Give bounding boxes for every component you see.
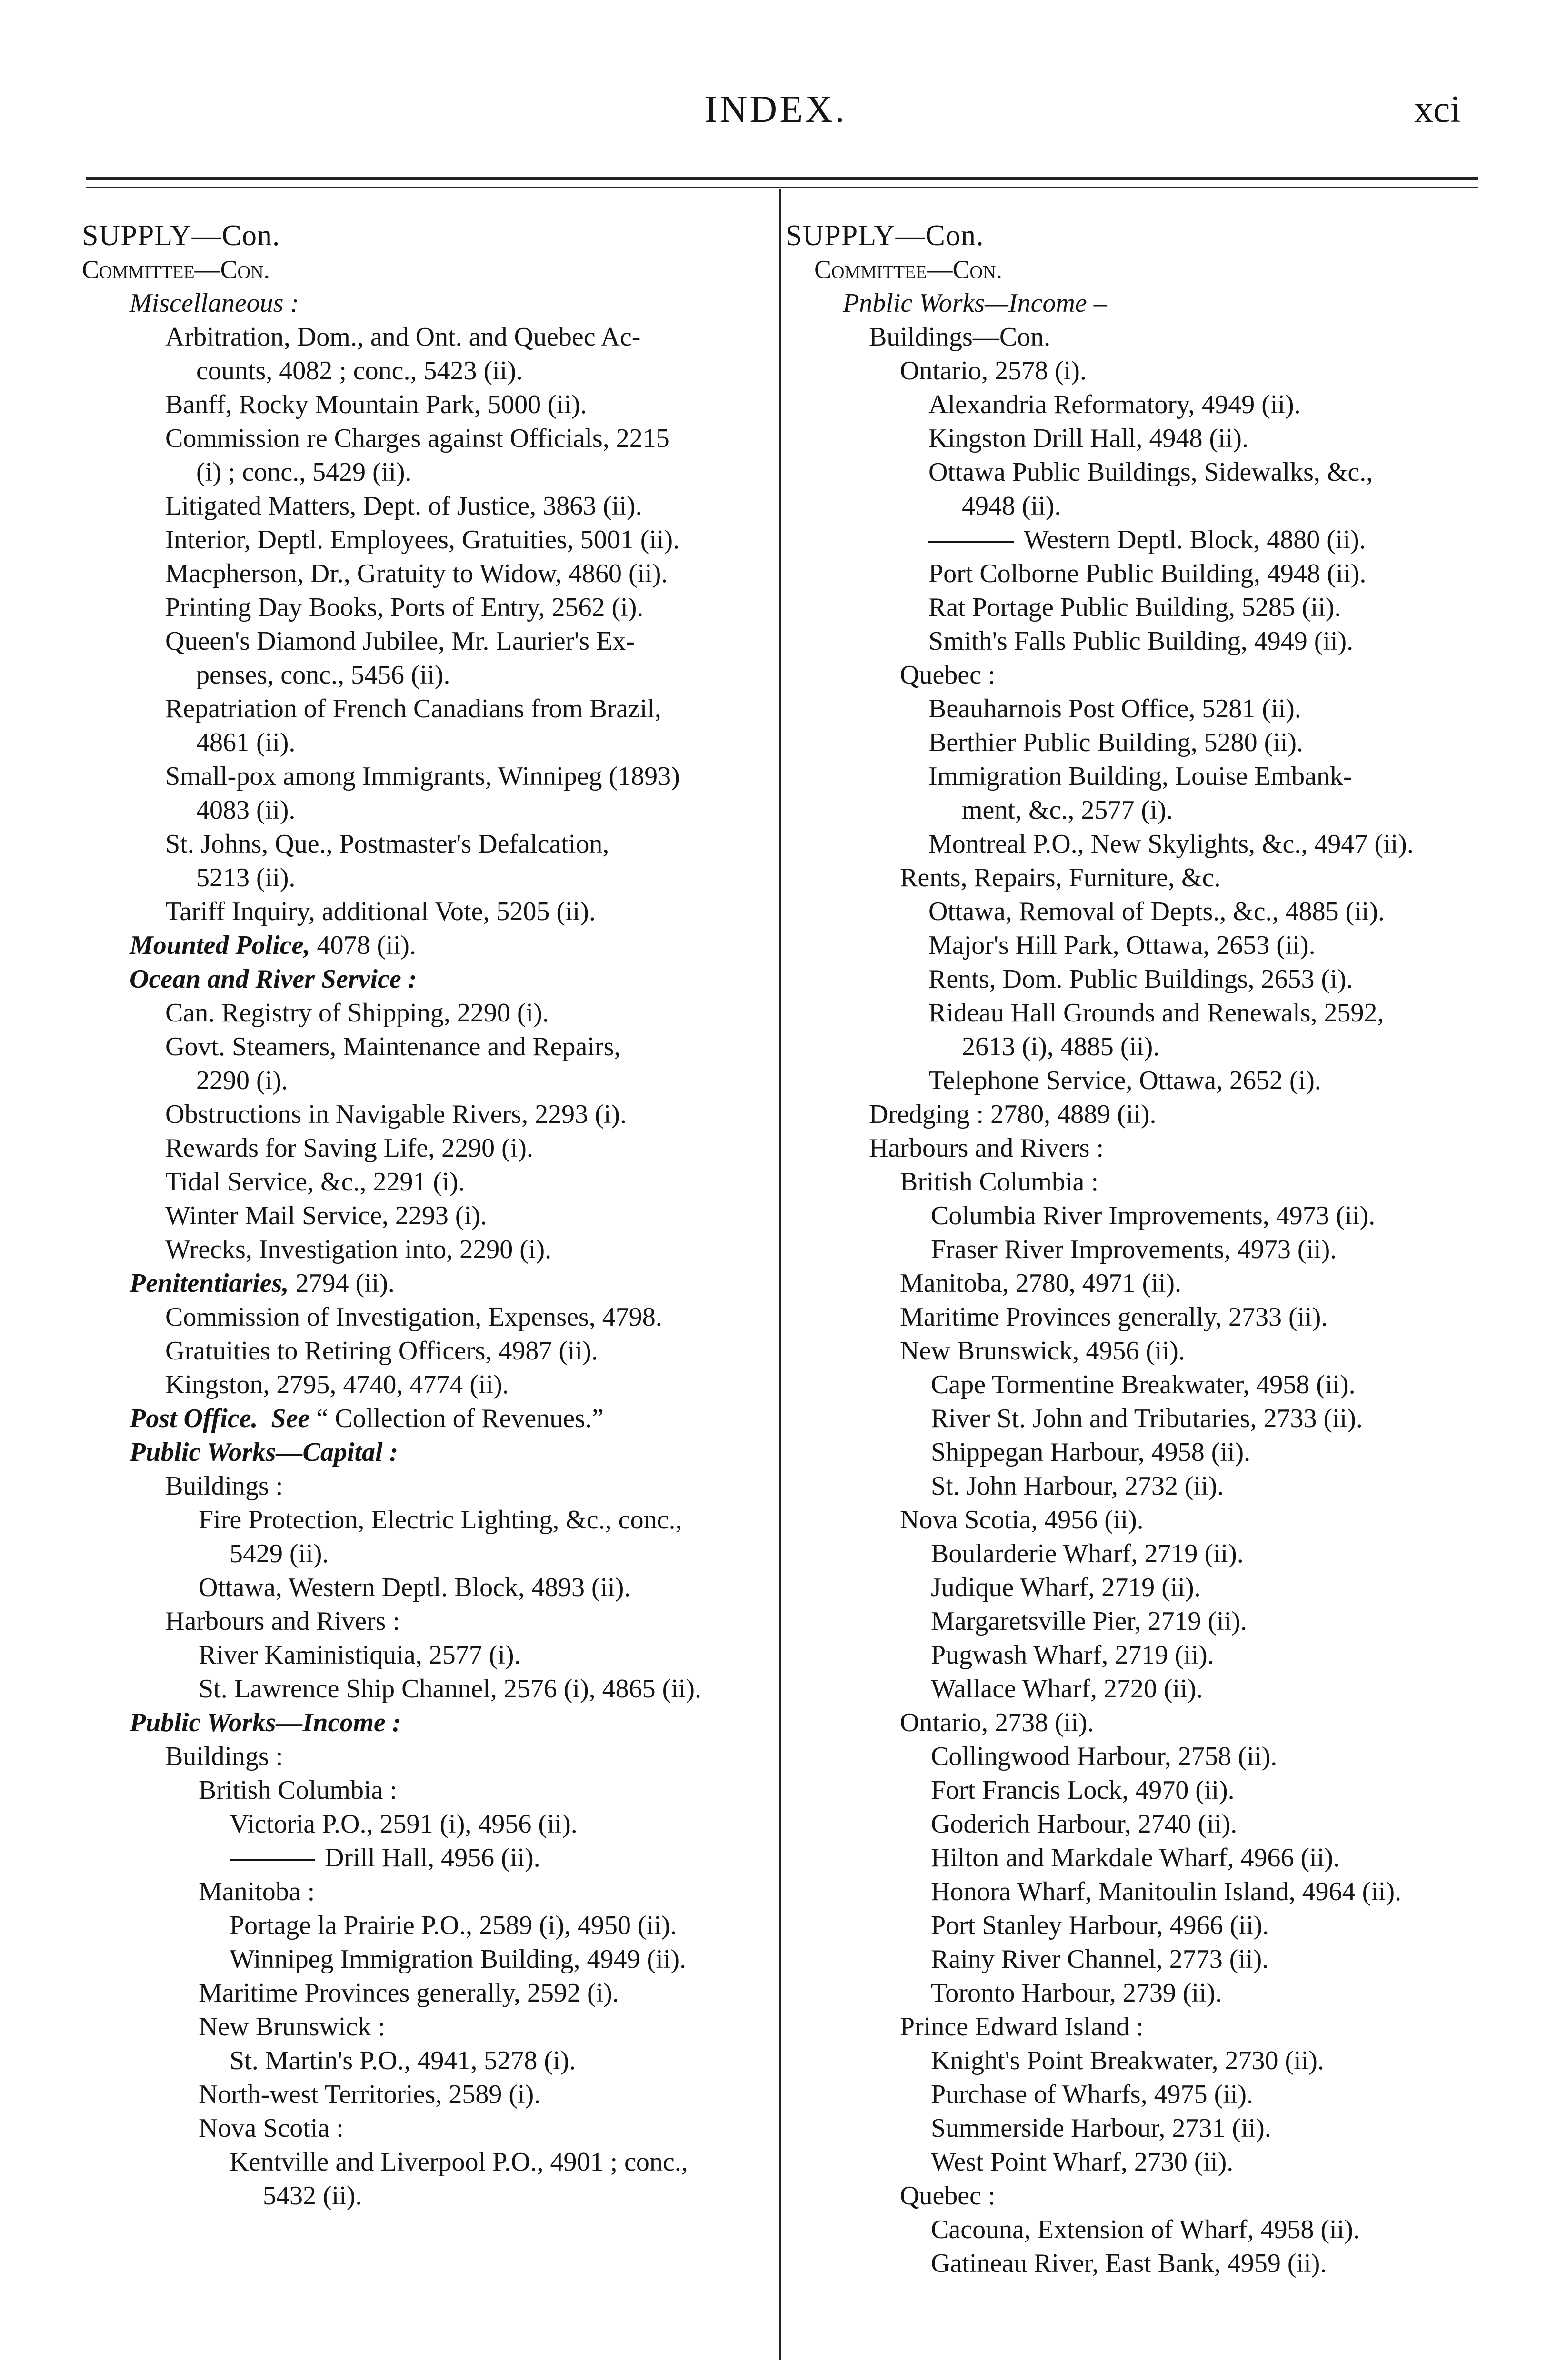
index-subsection: Ontario, 2578 (i). [900,356,1087,386]
page-number: xci [1414,89,1461,130]
index-section: Miscellaneous : [130,288,299,318]
index-entry: Queen's Diamond Jubilee, Mr. Laurier's Ex- [165,626,635,656]
index-entry-continued: (i) ; conc., 5429 (ii). [196,457,412,487]
index-entry: Ottawa, Western Deptl. Block, 4893 (ii). [199,1573,631,1602]
page-header [0,88,1557,145]
index-entry: Ottawa Public Buildings, Sidewalks, &c., [928,457,1373,487]
index-entry: Hilton and Markdale Wharf, 4966 (ii). [931,1843,1340,1873]
index-subsection: New Brunswick : [199,2012,385,2042]
index-entry: Can. Registry of Shipping, 2290 (i). [165,998,549,1028]
index-section: Mounted Police, 4078 (ii). [130,931,416,960]
index-entry: Printing Day Books, Ports of Entry, 2562 (i). [165,593,644,622]
index-subsection: Prince Edward Island : [900,2012,1144,2042]
page-title: INDEX. [705,89,847,130]
index-entry: Columbia River Improvements, 4973 (ii). [931,1201,1376,1230]
index-entry-continued: ment, &c., 2577 (i). [962,795,1173,825]
column-divider [779,189,781,2360]
index-entry: Rents, Dom. Public Buildings, 2653 (i). [928,964,1353,994]
index-entry: Alexandria Reformatory, 4949 (ii). [928,390,1301,419]
index-entry-continued: 5213 (ii). [196,863,296,892]
index-entry: Summerside Harbour, 2731 (ii). [931,2113,1271,2143]
index-entry: Maritime Provinces generally, 2592 (i). [199,1978,619,2008]
index-subsection: Buildings—Con. [869,322,1051,352]
index-subheading: Committee—Con. [82,255,270,284]
index-entry: Ottawa, Removal of Depts., &c., 4885 (ii). [928,897,1385,926]
index-entry-ditto: Drill Hall, 4956 (ii). [230,1841,772,1875]
index-entry: Cape Tormentine Breakwater, 4958 (ii). [931,1370,1356,1399]
index-entry: North-west Territories, 2589 (i). [199,2080,541,2109]
index-entry: Port Colborne Public Building, 4948 (ii). [928,559,1367,588]
index-subsection: Manitoba : [199,1877,315,1906]
index-entry: Kentville and Liverpool P.O., 4901 ; conc., [230,2147,688,2177]
index-entry: Goderich Harbour, 2740 (ii). [931,1809,1238,1839]
index-section: Public Works—Capital : [130,1438,399,1467]
index-entry: Macpherson, Dr., Gratuity to Widow, 4860 (ii). [165,559,668,588]
index-entry: Repatriation of French Canadians from Brazil, [165,694,661,724]
index-entry: Rainy River Channel, 2773 (ii). [931,1944,1269,1974]
index-subsection: Nova Scotia, 4956 (ii). [900,1505,1144,1535]
index-column-right [786,219,1488,2281]
index-subsection: Harbours and Rivers : [869,1133,1104,1163]
index-subsection: British Columbia : [199,1775,397,1805]
index-subsection: Buildings : [165,1742,283,1771]
index-entry: Gatineau River, East Bank, 4959 (ii). [931,2249,1327,2278]
index-entry: Fire Protection, Electric Lighting, &c., conc., [199,1505,682,1535]
index-entry-continued: 5432 (ii). [263,2181,362,2211]
index-entry-ditto: Western Deptl. Block, 4880 (ii). [928,523,1488,557]
index-entry: Arbitration, Dom., and Ont. and Quebec Ac- [165,322,641,352]
index-entry-continued: 2290 (i). [196,1066,288,1095]
index-subsection: Quebec : [900,2181,996,2211]
index-entry: Shippegan Harbour, 4958 (ii). [931,1438,1251,1467]
index-heading: SUPPLY—Con. [82,219,280,252]
index-subsection: New Brunswick, 4956 (ii). [900,1336,1185,1366]
index-entry: Rewards for Saving Life, 2290 (i). [165,1133,533,1163]
index-subsection: Rents, Repairs, Furniture, &c. [900,863,1221,892]
index-entry: Telephone Service, Ottawa, 2652 (i). [928,1066,1321,1095]
index-entry: Major's Hill Park, Ottawa, 2653 (ii). [928,931,1316,960]
index-entry: Wallace Wharf, 2720 (ii). [931,1674,1203,1704]
index-entry: Small-pox among Immigrants, Winnipeg (1893) [165,762,680,791]
index-subsection: British Columbia : [900,1167,1098,1197]
index-entry: Interior, Deptl. Employees, Gratuities, 5001 (ii). [165,525,680,555]
index-entry: Winter Mail Service, 2293 (i). [165,1201,487,1230]
ditto-dash [230,1859,315,1861]
index-entry: Collingwood Harbour, 2758 (ii). [931,1742,1278,1771]
index-entry: Kingston, 2795, 4740, 4774 (ii). [165,1370,509,1399]
index-entry-continued: 4083 (ii). [196,795,296,825]
index-entry: Honora Wharf, Manitoulin Island, 4964 (ii). [931,1877,1402,1906]
index-section: Ocean and River Service : [130,964,417,994]
index-section: Penitentiaries, 2794 (ii). [130,1269,395,1298]
index-section: Post Office. See “ Collection of Revenues.” [130,1404,604,1433]
index-entry: Govt. Steamers, Maintenance and Repairs, [165,1032,621,1061]
index-entry: West Point Wharf, 2730 (ii). [931,2147,1234,2177]
index-entry: Fort Francis Lock, 4970 (ii). [931,1775,1235,1805]
header-rule [86,177,1478,180]
index-heading: SUPPLY—Con. [786,219,984,252]
index-subheading: Committee—Con. [814,255,1002,284]
index-entry: St. Johns, Que., Postmaster's Defalcation, [165,829,609,859]
index-entry: Wrecks, Investigation into, 2290 (i). [165,1235,552,1264]
index-entry: Litigated Matters, Dept. of Justice, 3863 (ii). [165,491,642,521]
index-entry: Tidal Service, &c., 2291 (i). [165,1167,465,1197]
index-entry: Commission re Charges against Officials, 2215 [165,424,669,453]
index-entry: Pugwash Wharf, 2719 (ii). [931,1640,1214,1670]
index-entry: River St. John and Tributaries, 2733 (ii). [931,1404,1363,1433]
index-entry-continued: 2613 (i), 4885 (ii). [962,1032,1160,1061]
index-entry: Port Stanley Harbour, 4966 (ii). [931,1911,1269,1940]
header-rule-thin [86,187,1478,188]
index-entry: Maritime Provinces generally, 2733 (ii). [900,1302,1328,1332]
index-entry: Rat Portage Public Building, 5285 (ii). [928,593,1341,622]
index-entry: Purchase of Wharfs, 4975 (ii). [931,2080,1254,2109]
index-entry: Commission of Investigation, Expenses, 4798. [165,1302,662,1332]
index-subsection: Nova Scotia : [199,2113,344,2143]
index-entry: Rideau Hall Grounds and Renewals, 2592, [928,998,1384,1028]
index-section: Pnblic Works—Income – [843,288,1107,318]
index-entry: Tariff Inquiry, additional Vote, 5205 (ii). [165,897,596,926]
index-entry: Beauharnois Post Office, 5281 (ii). [928,694,1301,724]
index-entry-continued: 4861 (ii). [196,728,296,757]
index-section: Public Works—Income : [130,1708,401,1737]
index-entry: Cacouna, Extension of Wharf, 4958 (ii). [931,2215,1360,2244]
index-entry: Banff, Rocky Mountain Park, 5000 (ii). [165,390,587,419]
index-entry: Judique Wharf, 2719 (ii). [931,1573,1201,1602]
index-entry: Berthier Public Building, 5280 (ii). [928,728,1304,757]
index-column-left [82,219,772,2213]
index-entry: Kingston Drill Hall, 4948 (ii). [928,424,1248,453]
index-entry: Portage la Prairie P.O., 2589 (i), 4950 (ii). [230,1911,677,1940]
index-entry: River Kaministiquia, 2577 (i). [199,1640,521,1670]
index-subsection: Harbours and Rivers : [165,1606,400,1636]
index-entry: St. Lawrence Ship Channel, 2576 (i), 4865 (ii). [199,1674,702,1704]
ditto-dash [928,541,1014,543]
index-entry: Smith's Falls Public Building, 4949 (ii). [928,626,1354,656]
index-entry: Immigration Building, Louise Embank- [928,762,1352,791]
index-entry: Fraser River Improvements, 4973 (ii). [931,1235,1337,1264]
index-entry-continued: 4948 (ii). [962,491,1061,521]
index-entry-continued: counts, 4082 ; conc., 5423 (ii). [196,356,523,386]
index-entry: Margaretsville Pier, 2719 (ii). [931,1606,1247,1636]
index-entry-continued: penses, conc., 5456 (ii). [196,660,450,690]
index-subsection: Dredging : 2780, 4889 (ii). [869,1100,1157,1129]
index-entry: Winnipeg Immigration Building, 4949 (ii). [230,1944,686,1974]
index-entry: Obstructions in Navigable Rivers, 2293 (i). [165,1100,627,1129]
index-entry: Victoria P.O., 2591 (i), 4956 (ii). [230,1809,578,1839]
index-subsection: Quebec : [900,660,996,690]
index-entry: Knight's Point Breakwater, 2730 (ii). [931,2046,1324,2075]
index-subsection: Ontario, 2738 (ii). [900,1708,1094,1737]
index-subsection: Buildings : [165,1471,283,1501]
index-entry: Montreal P.O., New Skylights, &c., 4947 (ii). [928,829,1414,859]
index-entry: St. John Harbour, 2732 (ii). [931,1471,1224,1501]
index-entry: Toronto Harbour, 2739 (ii). [931,1978,1222,2008]
index-entry: Gratuities to Retiring Officers, 4987 (ii). [165,1336,598,1366]
index-entry: Boularderie Wharf, 2719 (ii). [931,1539,1244,1568]
index-entry-continued: 5429 (ii). [230,1539,329,1568]
index-entry: Manitoba, 2780, 4971 (ii). [900,1269,1182,1298]
index-entry: St. Martin's P.O., 4941, 5278 (i). [230,2046,576,2075]
